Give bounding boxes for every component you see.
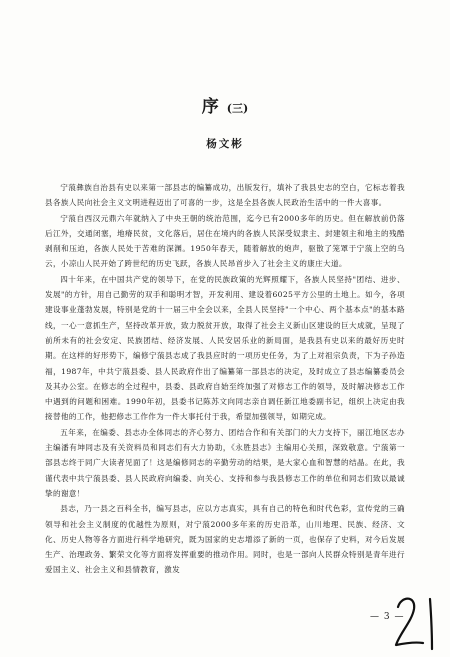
- paragraph: 四十年来，在中国共产党的领导下，在党的民族政策的光辉照耀下，各族人民坚持"团结、进步、发展"的方针，用自己勤劳的双手和聪明才智，开发利用、建设着6025平方公里的土地上。如今，各项建设事业蓬勃发展，特别是党的十一届三中全会以来，全县人民坚持"一个中心、两个基本点"的基本路线，一心一意抓生产，坚持改革开放，致力脱贫开放，取得了社会主义新山区建设的巨大成就，呈现了前所未有的社会安定、民族团结、经济发展、人民安居乐业的新局面，是我县有史以来的最好历史时期。在这样的好形势下，编修宁蒗县志成了我县应时的一项历史任务，为了上对祖宗负责，下为子孙造福，1987年，中共宁蒗县委、县人民政府作出了编纂第一部县志的决定，及时成立了县志编纂委员会及其办公室。在修志的全过程中，县委、县政府自始至终加强了对修志工作的领导，及时解决修志工作中遇到的问题和困难。1990年初，县委书记陈苏文向同志亲自调任新江地委副书记，组织上决定由我接替他的工作，他把修志工作作为一件大事托付于我，希望加强领导，如期完成。: [45, 274, 405, 422]
- page-title: [0, 92, 450, 117]
- paragraph: 县志，乃一县之百科全书，编写县志，应以方志真实，具有自己的特色和时代色彩，宣传党的三确领导和社会主义制度的优越性为原则，对宁蒗2000多年来的历史沿革，山川地理、民族、经济、文化、历史人物等各方面进行科学地研究，既为国家的史志增添了新的一页，也保存了史料，对今后发展生产、治理政务、繁荣文化等方面将发挥重要的推动作用。同时，也是一部向人民群众特别是青年进行爱国主义、社会主义和县情教育，激发: [45, 504, 405, 575]
- paragraph: 宁蒗彝族自治县有史以来第一部县志的编纂成功，出版发行，填补了我县史志的空白，它标志着我县各族人民向社会主义文明进程迈出了可喜的一步，这是全县各族人民政治生活中的一件大喜事。: [45, 183, 405, 208]
- body-text: [45, 180, 405, 578]
- title-suffix: (三): [226, 102, 249, 115]
- title-text: 序: [201, 97, 221, 117]
- handwritten-page-mark: [392, 593, 444, 651]
- page-number: — 3 —: [370, 612, 405, 622]
- author-name: 杨文彬: [206, 138, 244, 150]
- paragraph: 五年来，在编委、县志办全体同志的齐心努力、团结合作和有关部门的大力支持下，丽江地区志办主编潘有坤同志及有关资料员和同志们有大力协助，《永胜县志》主编用心关照，深致敬意。宁蒗第一部县志终于同广大读者见面了！这是编修同志的辛勤劳动的结果，是大家心血和智慧的结晶。在此，我谨代表中共宁蒗县委、县人民政府向编委、向关心、支持和参与我县修志工作的单位和同志们致以最诚挚的谢意！: [45, 427, 405, 498]
- paragraph: 宁蒗自西汉元鼎六年就纳入了中央王朝的统治范围，迄今已有2000多年的历史。但在解放前仍落后江外，交通闭塞，地瘠民贫，文化落后，居住在境内的各族人民深受奴隶主、封建领主和地主的残酷剥削和压迫，各族人民处于苦难的深渊。1950年春天，随着解放的炮声，驱散了笼罩于宁蒗上空的乌云，小凉山人民开始了跨世纪的历史飞跃，各族人民昂首步入了社会主义的康庄大道。: [45, 213, 405, 269]
